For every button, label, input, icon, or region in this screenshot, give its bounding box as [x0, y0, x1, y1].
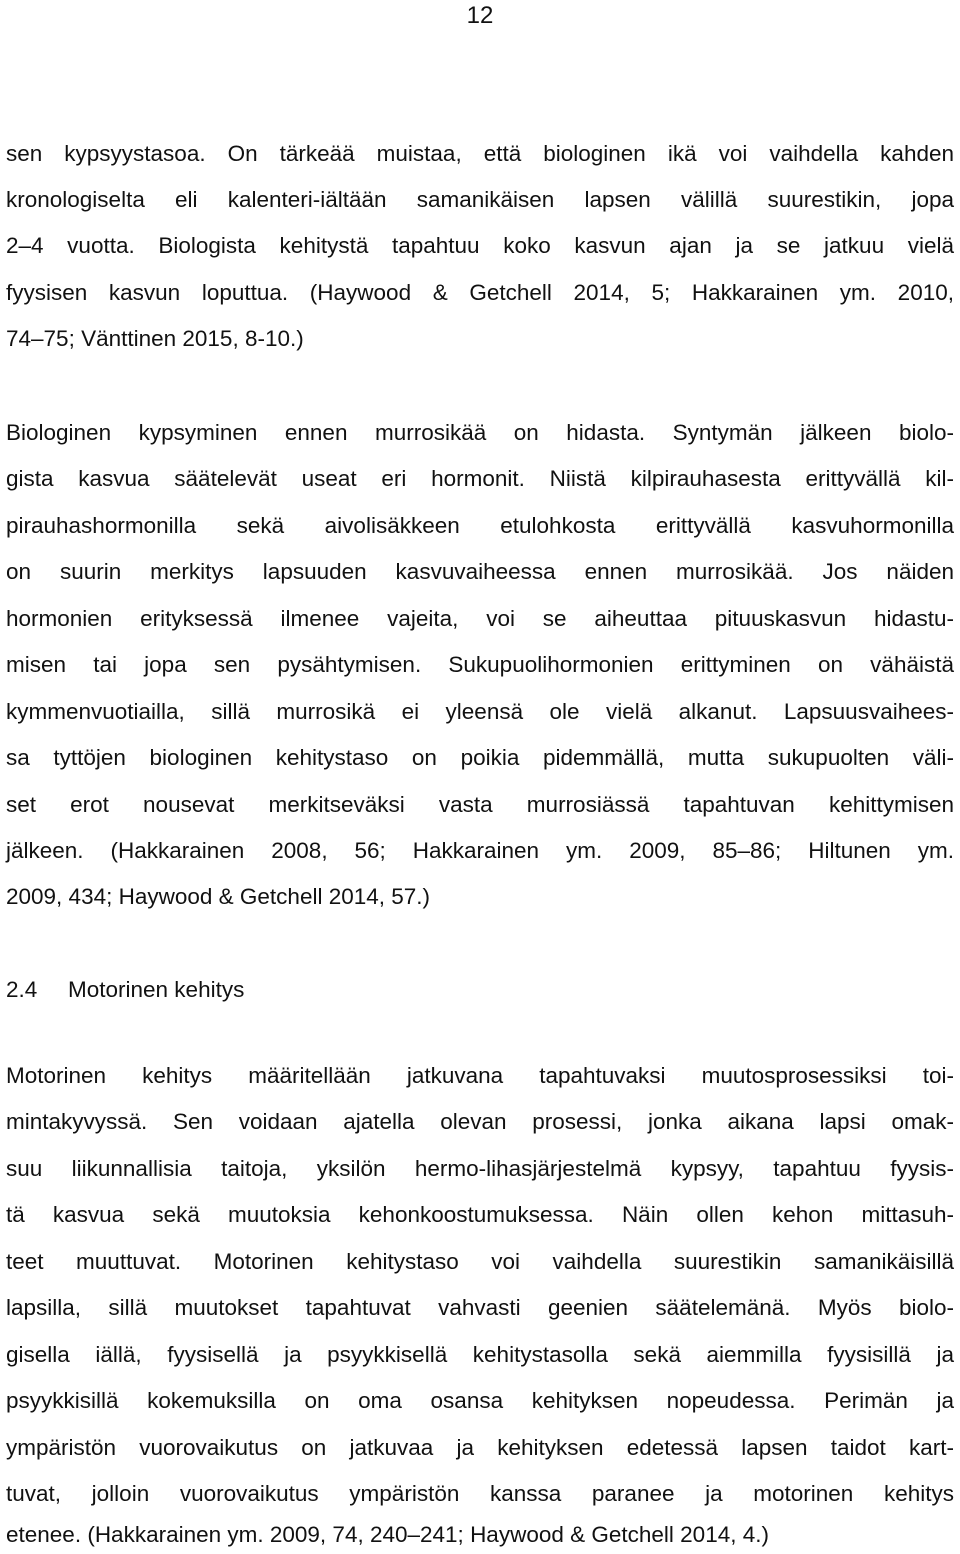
- section-heading: [6, 975, 244, 1005]
- text-line: tuvat, jolloin vuorovaikutus ympäristön kanssa paranee ja motorinen kehitys: [6, 1481, 954, 1506]
- text-line: on suurin merkitys lapsuuden kasvuvaiheessa ennen murrosikää. Jos näiden: [6, 559, 954, 584]
- text-line: gista kasvua säätelevät useat eri hormonit. Niistä kilpirauhasesta erittyvällä kil-: [6, 466, 954, 491]
- text-line: sa tyttöjen biologinen kehitystaso on poikia pidemmällä, mutta sukupuolten väli-: [6, 745, 954, 770]
- text-line: 74–75; Vänttinen 2015, 8-10.): [6, 326, 304, 351]
- text-line: fyysisen kasvun loputtua. (Haywood & Getchell 2014, 5; Hakkarainen ym. 2010,: [6, 280, 954, 305]
- text-line: lapsilla, sillä muutokset tapahtuvat vahvasti geenien säätelemänä. Myös biolo-: [6, 1295, 954, 1320]
- text-line: 2009, 434; Haywood & Getchell 2014, 57.): [6, 884, 431, 909]
- text-line: kymmenvuotiailla, sillä murrosikä ei yleensä ole vielä alkanut. Lapsuusvaihees-: [6, 699, 954, 724]
- section-title: Motorinen kehitys: [68, 977, 245, 1002]
- text-line: suu liikunnallisia taitoja, yksilön hermo-lihasjärjestelmä kypsyy, tapahtuu fyysis-: [6, 1156, 954, 1181]
- text-line: etenee. (Hakkarainen ym. 2009, 74, 240–241; Haywood & Getchell 2014, 4.): [6, 1522, 769, 1547]
- text-line: pirauhashormonilla sekä aivolisäkkeen etulohkosta erittyvällä kasvuhormonilla: [6, 513, 954, 538]
- text-line: set erot nousevat merkitseväksi vasta murrosiässä tapahtuvan kehittymisen: [6, 792, 954, 817]
- text-line: teet muuttuvat. Motorinen kehitystaso voi vaihdella suurestikin samanikäisillä: [6, 1249, 954, 1274]
- text-line: misen tai jopa sen pysähtymisen. Sukupuolihormonien erittyminen on vähäistä: [6, 652, 954, 677]
- text-line: Motorinen kehitys määritellään jatkuvana tapahtuvaksi muutosprosessiksi toi-: [6, 1063, 954, 1088]
- text-line: gisella iällä, fyysisellä ja psyykkisellä kehitystasolla sekä aiemmilla fyysisillä ja: [6, 1342, 954, 1367]
- text-line: mintakyvyssä. Sen voidaan ajatella olevan prosessi, jonka aikana lapsi omak-: [6, 1109, 954, 1134]
- text-line: Biologinen kypsyminen ennen murrosikää on hidasta. Syntymän jälkeen biolo-: [6, 420, 954, 445]
- text-line: psyykkisillä kokemuksilla on oma osansa kehityksen nopeudessa. Perimän ja: [6, 1388, 954, 1413]
- text-line: kronologiselta eli kalenteri-iältään samanikäisen lapsen välillä suurestikin, jopa: [6, 187, 954, 212]
- page-number: 12: [466, 2, 494, 29]
- text-line: sen kypsyystasoa. On tärkeää muistaa, että biologinen ikä voi vaihdella kahden: [6, 141, 954, 166]
- section-number: 2.4: [6, 977, 38, 1002]
- text-line: 2–4 vuotta. Biologista kehitystä tapahtuu koko kasvun ajan ja se jatkuu vielä: [6, 233, 954, 258]
- text-line: hormonien erityksessä ilmenee vajeita, voi se aiheuttaa pituuskasvun hidastu-: [6, 606, 954, 631]
- text-line: ympäristön vuorovaikutus on jatkuvaa ja kehityksen edetessä lapsen taidot kart-: [6, 1435, 954, 1460]
- text-line: jälkeen. (Hakkarainen 2008, 56; Hakkarainen ym. 2009, 85–86; Hiltunen ym.: [6, 838, 954, 863]
- text-line: tä kasvua sekä muutoksia kehonkoostumuksessa. Näin ollen kehon mittasuh-: [6, 1202, 954, 1227]
